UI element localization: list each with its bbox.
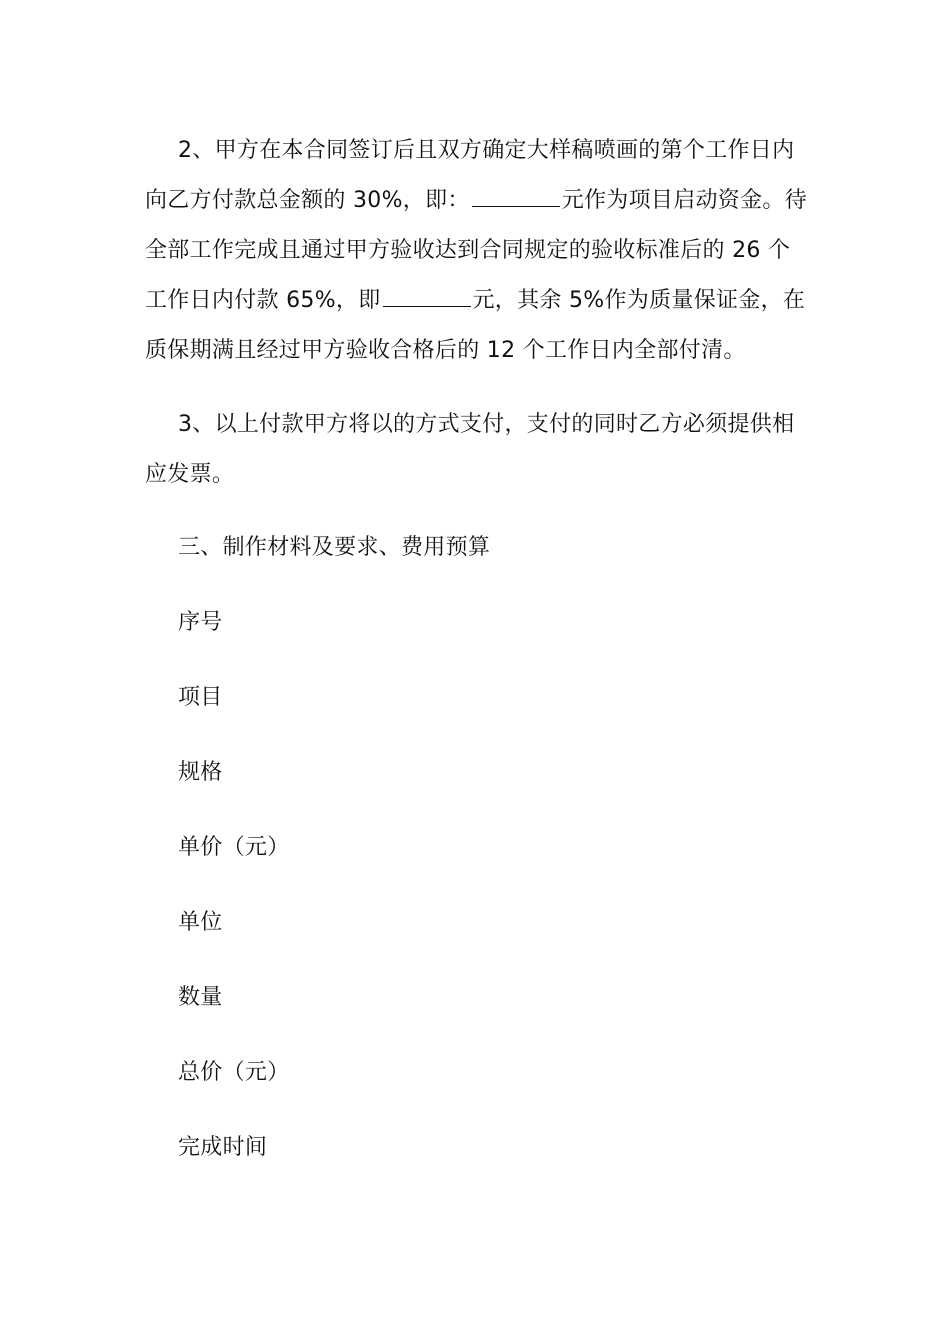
amount-blank-2 [383, 288, 471, 307]
payment-terms-part-3: 元，其余 5%作为质量保证金，在质保期满且经过甲方验收合格后的 12 个工作日内全部付清。 [145, 288, 806, 363]
payment-terms-part-1: 2、甲方在本合同签订后且双方确定大样稿喷画的第个工作日内向乙方付款总金额的 30%，即： [145, 138, 795, 213]
table-header-spec: 规格 [178, 760, 223, 785]
table-header-completion-time: 完成时间 [178, 1135, 268, 1160]
payment-terms-part-2: 元作为项目启动资金。待全部工作完成且通过甲方验收达到合同规定的验收标准后的 26 个工作日内付款 65%，即 [145, 188, 808, 313]
table-header-unit-price: 单价（元） [178, 835, 290, 860]
payment-method-paragraph: 3、以上付款甲方将以的方式支付，支付的同时乙方必须提供相应发票。 [145, 412, 795, 487]
table-header-quantity: 数量 [178, 985, 223, 1010]
payment-terms-paragraph [145, 126, 810, 376]
table-header-item: 项目 [178, 685, 223, 710]
table-header-unit: 单位 [178, 910, 223, 935]
section-heading: 三、制作材料及要求、费用预算 [178, 535, 491, 560]
amount-blank-1 [472, 188, 560, 207]
table-header-total-price: 总价（元） [178, 1060, 290, 1085]
table-header-serial: 序号 [178, 610, 223, 635]
